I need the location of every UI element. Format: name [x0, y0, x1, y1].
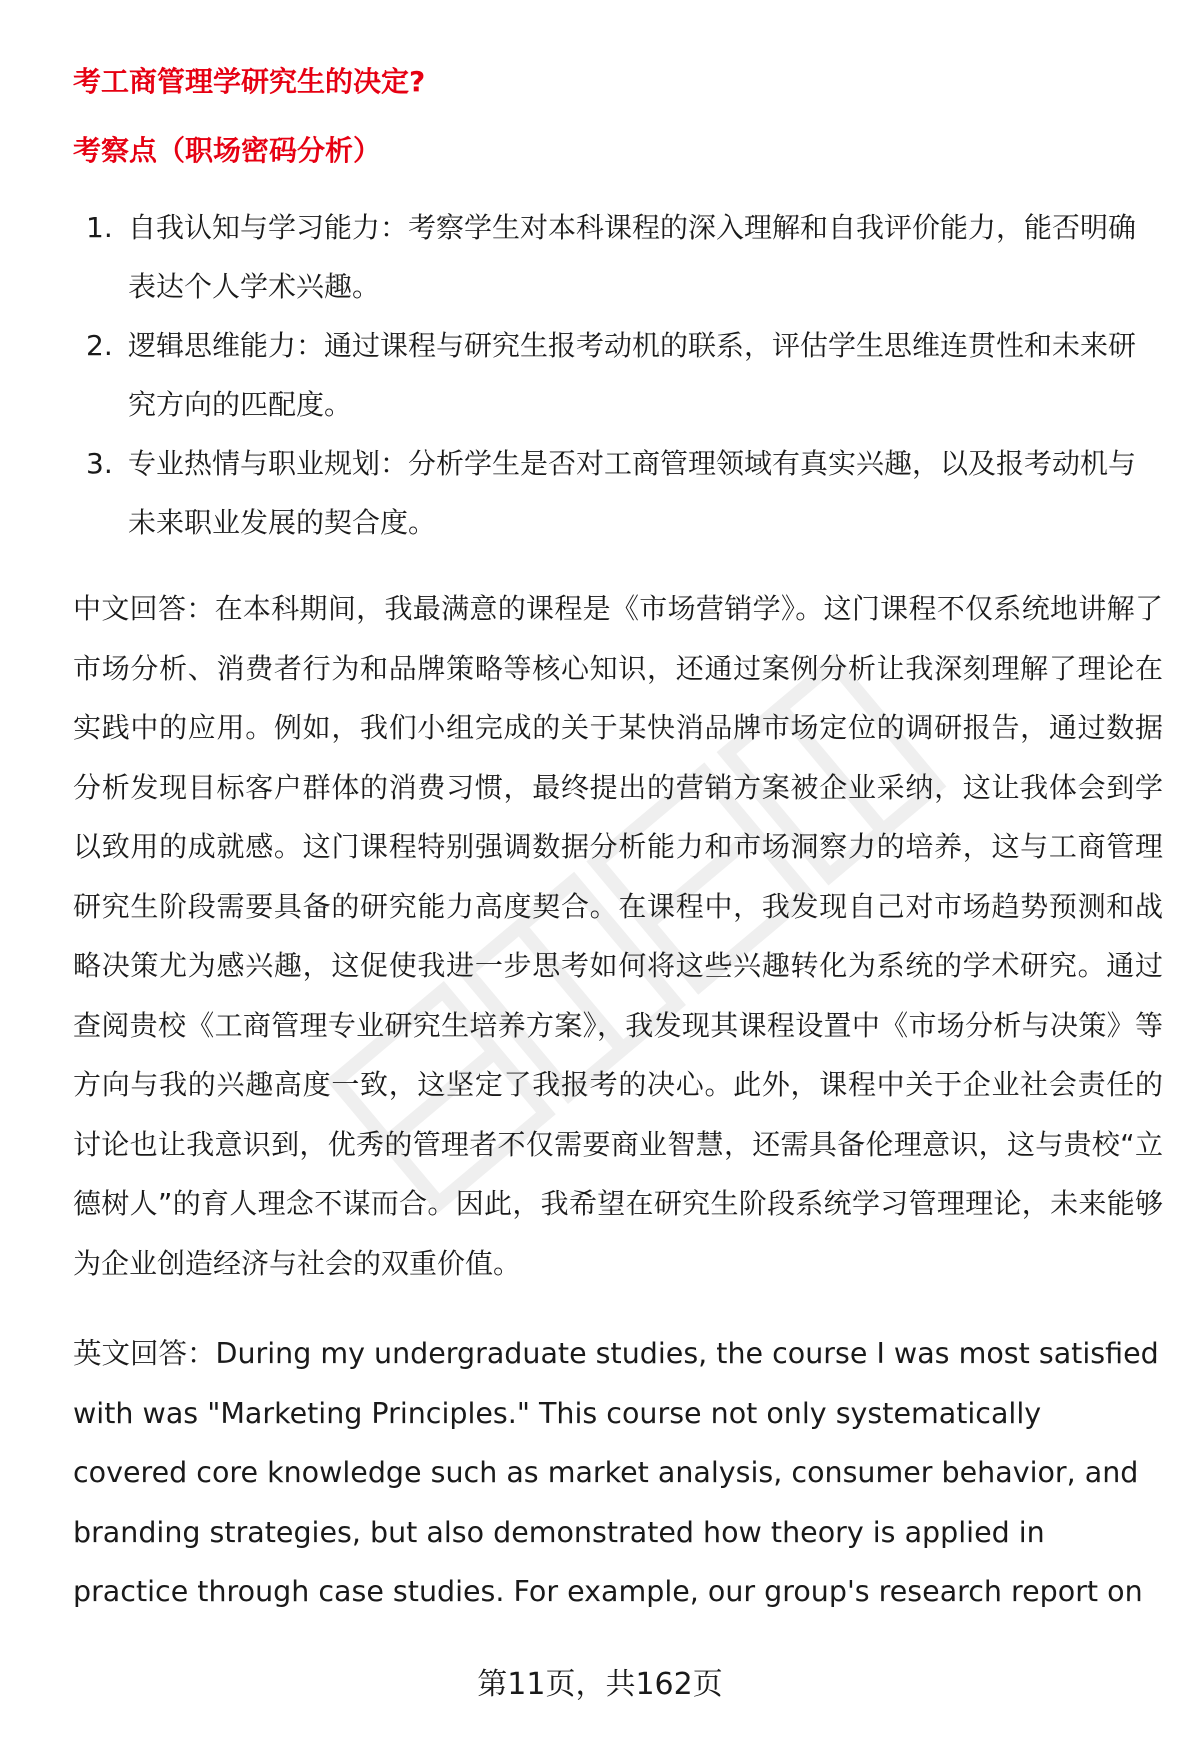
list-item-number: 3. — [86, 447, 113, 480]
list-item — [73, 434, 1163, 552]
list-item-text: 逻辑思维能力：通过课程与研究生报考动机的联系，评估学生思维连贯性和未来研究方向的匹配度。 — [128, 329, 1137, 421]
page-number-footer: 第11页，共162页 — [477, 1667, 723, 1702]
chinese-answer-label: 中文回答： — [73, 592, 215, 625]
english-answer-label: 英文回答： — [73, 1337, 216, 1370]
list-item-text: 专业热情与职业规划：分析学生是否对工商管理领域有真实兴趣，以及报考动机与未来职业发展的契合度。 — [128, 447, 1137, 539]
list-item-number: 2. — [86, 329, 113, 362]
list-item-number: 1. — [86, 211, 113, 244]
assessment-points-list — [73, 198, 1163, 552]
chinese-answer-text: 在本科期间，我最满意的课程是《市场营销学》。这门课程不仅系统地讲解了市场分析、消费者行为和品牌策略等核心知识，还通过案例分析让我深刻理解了理论在实践中的应用。例如，我们小组完成的关于某快消品牌市场定位的调研报告，通过数据分析发现目标客户群体的消费习惯，最终提出的营销方案被企业采纳，这让我体会到学以致用的成就感。这门课程特别强调数据分析能力和市场洞察力的培养，这与工商管理研究生阶段需要具备的研究能力高度契合。在课程中，我发现自己对市场趋势预测和战略决策尤为感兴趣，这促使我进一步思考如何将这些兴趣转化为系统的学术研究。通过查阅贵校《工商管理专业研究生培养方案》，我发现其课程设置中《市场分析与决策》等方向与我的兴趣高度一致，这坚定了我报考的决心。此外，课程中关于企业社会责任的讨论也让我意识到，优秀的管理者不仅需要商业智慧，还需具备伦理意识，这与贵校“立德树人”的育人理念不谋而合。因此，我希望在研究生阶段系统学习管理理论，未来能够为企业创造经济与社会的双重价值。 — [73, 592, 1163, 1280]
list-item — [73, 198, 1163, 316]
document-body — [73, 52, 1163, 1622]
list-item-text: 自我认知与学习能力：考察学生对本科课程的深入理解和自我评价能力，能否明确表达个人学术兴趣。 — [128, 211, 1137, 303]
list-item — [73, 316, 1163, 434]
section-heading: 考察点（职场密码分析） — [73, 134, 382, 167]
chinese-answer — [73, 579, 1163, 1293]
english-answer-text: During my undergraduate studies, the course I was most satisfied with was "Marketing Principles." This course not only systematically covered core knowledge such as market analysis, consumer behavior, and branding strategies, but also demonstrated how theory is applied in practice through case studies. For example, our group's research report on — [73, 1337, 1159, 1608]
question-title: 考工商管理学研究生的决定? — [73, 65, 426, 98]
english-answer — [73, 1324, 1163, 1622]
